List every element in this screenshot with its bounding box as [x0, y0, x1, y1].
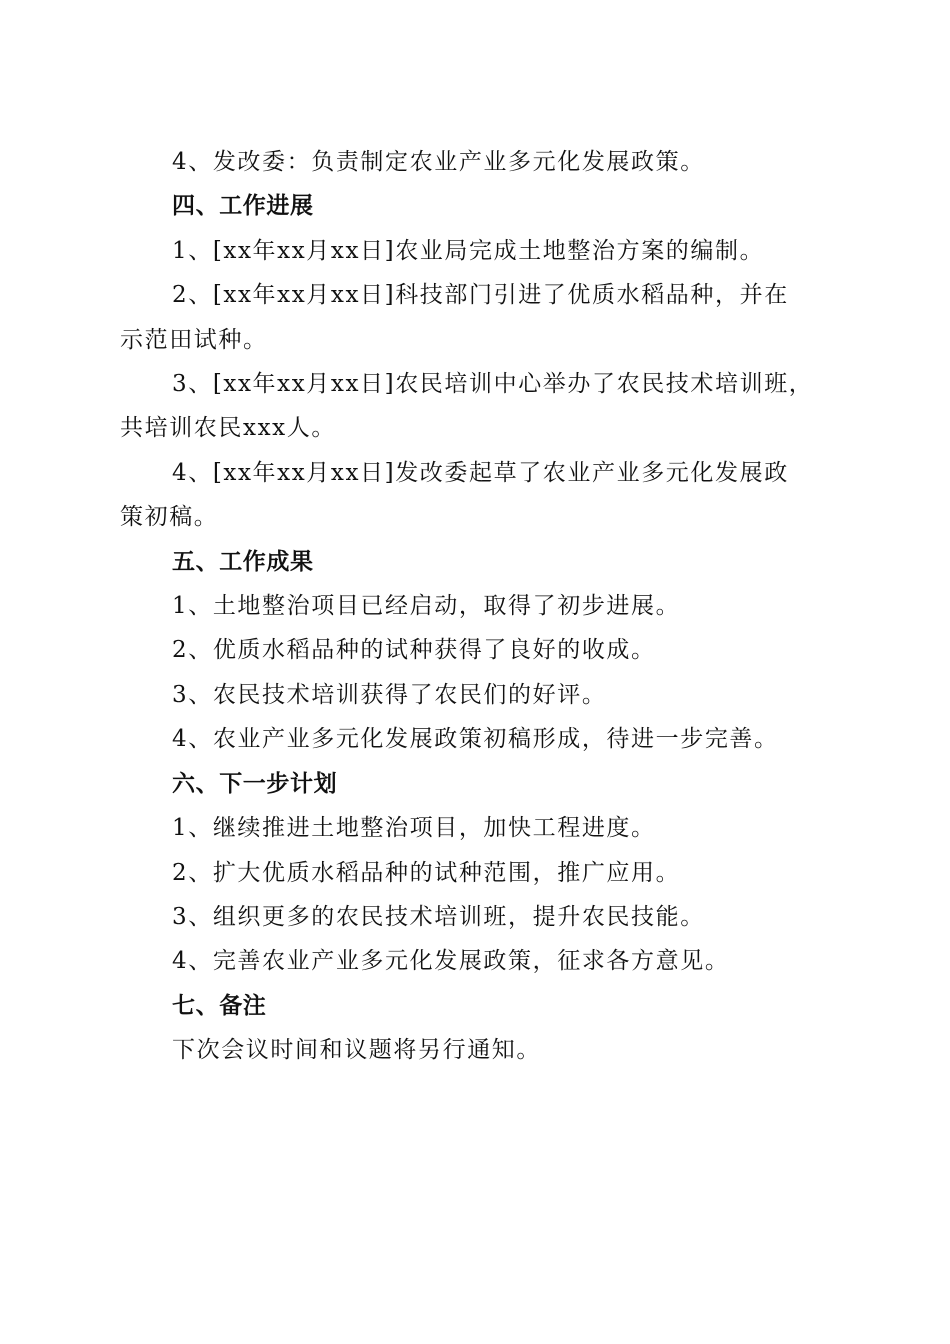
progress-item-3: 3、[xx年xx月xx日]农民培训中心举办了农民技术培训班，: [172, 371, 814, 398]
progress-item-2-continuation: 示范田试种。: [120, 326, 268, 353]
plan-item-1: 1、继续推进土地整治项目，加快工程进度。: [172, 815, 656, 842]
document-body: [120, 140, 840, 1073]
plan-item-4: 4、完善农业产业多元化发展政策，征求各方意见。: [172, 948, 730, 975]
section-heading-next-steps: 六、下一步计划: [172, 770, 338, 797]
section-heading-notes: 七、备注: [172, 992, 267, 1019]
plan-item-3: 3、组织更多的农民技术培训班，提升农民技能。: [172, 903, 705, 930]
section-heading-results: 五、工作成果: [172, 548, 314, 575]
result-item-2: 2、优质水稻品种的试种获得了良好的收成。: [172, 637, 656, 664]
progress-item-4-continuation: 策初稿。: [120, 504, 219, 531]
result-item-4: 4、农业产业多元化发展政策初稿形成，待进一步完善。: [172, 726, 779, 753]
progress-item-3-continuation: 共培训农民xxx人。: [120, 415, 336, 442]
list-item-responsibility-4: 4、发改委：负责制定农业产业多元化发展政策。: [172, 149, 705, 175]
progress-item-4: 4、[xx年xx月xx日]发改委起草了农业产业多元化发展政: [172, 459, 789, 486]
plan-item-2: 2、扩大优质水稻品种的试种范围，推广应用。: [172, 859, 681, 886]
result-item-3: 3、农民技术培训获得了农民们的好评。: [172, 681, 607, 708]
section-heading-progress: 四、工作进展: [172, 193, 314, 220]
notes-text: 下次会议时间和议题将另行通知。: [172, 1037, 541, 1064]
result-item-1: 1、土地整治项目已经启动，取得了初步进展。: [172, 593, 681, 620]
progress-item-2: 2、[xx年xx月xx日]科技部门引进了优质水稻品种，并在: [172, 282, 789, 309]
progress-item-1: 1、[xx年xx月xx日]农业局完成土地整治方案的编制。: [172, 237, 765, 264]
